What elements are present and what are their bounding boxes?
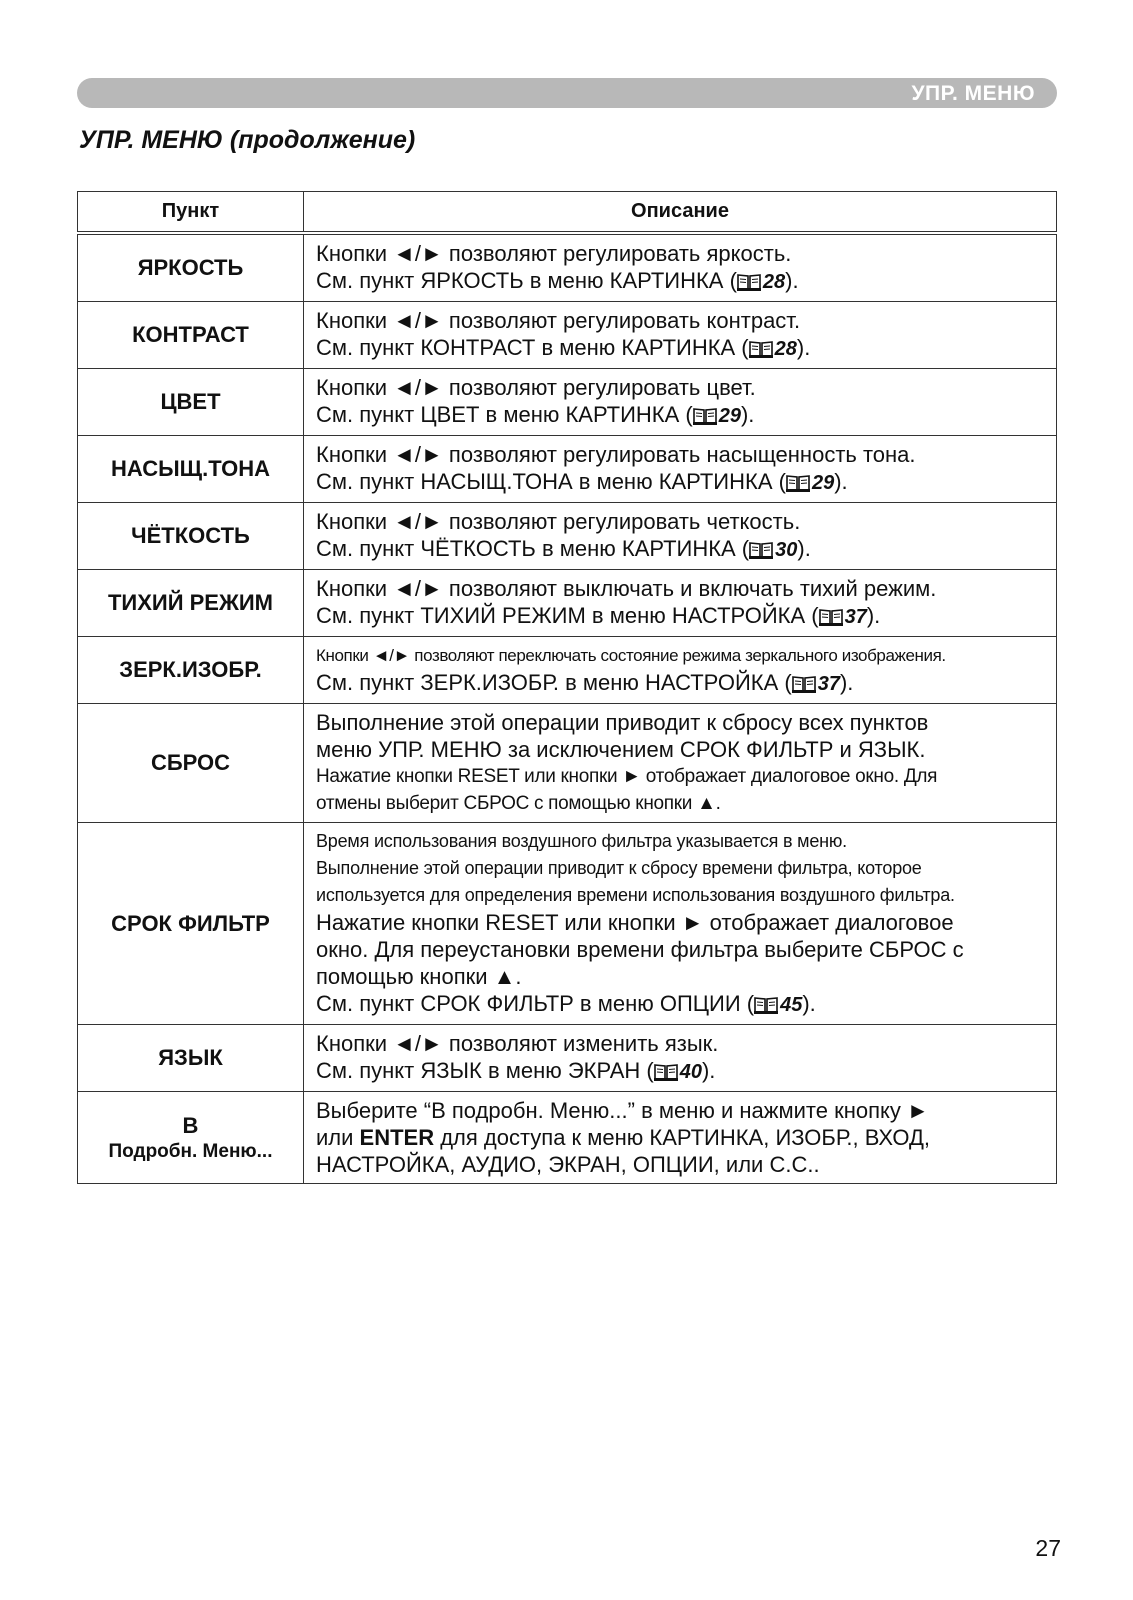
description-line: Выберите “В подробн. Меню...” в меню и нажмите кнопку ►: [316, 1098, 929, 1123]
table-row: [78, 637, 1057, 704]
page-reference[interactable]: 28: [774, 338, 797, 360]
table-row: [78, 369, 1057, 436]
menu-item-label: КОНТРАСТ: [132, 322, 249, 347]
description-line: [316, 441, 1046, 468]
reference-tail: ).: [796, 335, 811, 360]
description-text: отмены выберит СБРОС с помощью кнопки ▲.: [316, 793, 721, 814]
book-icon: [754, 993, 778, 1011]
book-icon: [749, 337, 773, 355]
description-line: [316, 642, 1046, 669]
page-reference[interactable]: 45: [780, 994, 803, 1016]
menu-item-name: [78, 233, 304, 302]
menu-item-description: [304, 637, 1057, 704]
menu-item-label: ЦВЕТ: [160, 389, 221, 414]
description-text: См. пункт ЗЕРК.ИЗОБР. в меню НАСТРОЙКА (: [316, 670, 792, 695]
table-row: [78, 503, 1057, 570]
page-reference[interactable]: 37: [817, 673, 840, 695]
table-body: [78, 233, 1057, 1184]
description-text: Кнопки ◄/► позволяют регулировать цвет.: [316, 375, 756, 400]
menu-item-label: ЯЗЫК: [158, 1045, 223, 1070]
page-reference[interactable]: 30: [775, 539, 798, 561]
page-number: 27: [1035, 1535, 1061, 1561]
description-text: Кнопки ◄/► позволяют регулировать яркость.: [316, 241, 792, 266]
description-line: [316, 508, 1046, 535]
page-reference[interactable]: 29: [811, 472, 835, 494]
menu-item-description: [304, 704, 1057, 823]
menu-item-name: [78, 570, 304, 637]
description-line: [316, 790, 1046, 817]
description-text: для доступа к меню КАРТИНКА, ИЗОБР., ВХОД,: [434, 1125, 930, 1150]
description-line: НАСТРОЙКА, АУДИО, ЭКРАН, ОПЦИИ, или С.С..: [316, 1152, 820, 1177]
description-line: [316, 1057, 1046, 1086]
description-line: [316, 990, 1046, 1019]
menu-item-label: В: [182, 1112, 199, 1138]
table-row: [78, 823, 1057, 1025]
table-row: [78, 570, 1057, 637]
section-header-bar: [77, 78, 1057, 108]
description-text: Кнопки ◄/► позволяют изменить язык.: [316, 1031, 719, 1056]
book-icon: [749, 538, 773, 556]
description-text: или: [316, 1125, 360, 1150]
description-text: См. пункт ЦВЕТ в меню КАРТИНКА (: [316, 402, 693, 427]
menu-item-label: ЧЁТКОСТЬ: [131, 523, 250, 548]
page-title: УПР. МЕНЮ (продолжение): [79, 126, 416, 154]
description-text: Нажатие кнопки RESET или кнопки ► отображает диалоговое: [316, 910, 954, 935]
description-text: Время использования воздушного фильтра указывается в меню.: [316, 831, 847, 851]
book-icon: [737, 270, 761, 288]
column-header-description: Описание: [304, 192, 1057, 234]
menu-item-description: [304, 233, 1057, 302]
description-text: См. пункт СРОК ФИЛЬТР в меню ОПЦИИ (: [316, 991, 755, 1016]
description-text: Кнопки ◄/► позволяют регулировать контраст.: [316, 308, 801, 333]
table-row: [78, 436, 1057, 503]
menu-table: [77, 191, 1057, 1184]
description-text: См. пункт ЯЗЫК в меню ЭКРАН (: [316, 1058, 654, 1083]
description-line: [316, 1124, 1046, 1151]
description-line: [316, 963, 1046, 990]
menu-item-label: ТИХИЙ РЕЖИМ: [107, 590, 274, 615]
book-icon: [654, 1060, 678, 1078]
menu-item-description: [304, 1092, 1057, 1184]
description-text: Нажатие кнопки RESET или кнопки ► отображает диалоговое окно. Для: [316, 766, 938, 787]
reference-tail: ).: [802, 991, 816, 1016]
menu-item-name: [78, 302, 304, 369]
menu-item-sublabel: Подробн. Меню...: [108, 1140, 273, 1162]
description-text: Выполнение этой операции приводит к сбросу времени фильтра, которое: [316, 858, 922, 878]
description-text: См. пункт НАСЫЩ.ТОНА в меню КАРТИНКА (: [316, 469, 786, 494]
description-line: [316, 882, 1046, 909]
description-line: [316, 575, 1046, 602]
description-line: [316, 936, 1046, 963]
menu-item-description: [304, 436, 1057, 503]
reference-tail: ).: [839, 670, 854, 695]
table-row: [78, 1025, 1057, 1092]
description-line: [316, 468, 1046, 497]
description-line: [316, 828, 1046, 855]
reference-tail: ).: [866, 603, 881, 628]
description-text: Выполнение этой операции приводит к сбросу всех пунктов: [316, 710, 929, 735]
menu-item-name: [78, 704, 304, 823]
menu-item-name: [78, 503, 304, 570]
menu-item-label: ЗЕРК.ИЗОБР.: [119, 657, 262, 682]
section-label: УПР. МЕНЮ: [911, 82, 1035, 105]
menu-item-name: [78, 1092, 304, 1184]
enter-key-label: ENTER: [359, 1125, 435, 1150]
menu-item-name: [78, 369, 304, 436]
description-line: [316, 763, 1046, 790]
description-line: [316, 535, 1046, 564]
description-line: [316, 855, 1046, 882]
menu-item-description: [304, 1025, 1057, 1092]
description-line: [316, 736, 1046, 763]
table-row: [78, 1092, 1057, 1184]
menu-item-name: [78, 637, 304, 704]
description-line: [316, 334, 1046, 363]
menu-item-label: НАСЫЩ.ТОНА: [111, 456, 270, 481]
menu-item-name: [78, 436, 304, 503]
menu-item-description: [304, 823, 1057, 1025]
page-reference[interactable]: 29: [718, 405, 741, 427]
description-line: [316, 669, 1046, 698]
description-line: [316, 909, 1046, 936]
page-reference[interactable]: 40: [679, 1061, 702, 1083]
page-reference[interactable]: 37: [844, 606, 867, 628]
reference-tail: ).: [785, 268, 799, 293]
description-text: окно. Для переустановки времени фильтра выберите СБРОС с: [316, 937, 964, 962]
menu-item-description: [304, 570, 1057, 637]
description-line: [316, 1030, 1046, 1057]
description-text: помощью кнопки ▲.: [316, 964, 522, 989]
description-text: См. пункт ТИХИЙ РЕЖИМ в меню НАСТРОЙКА (: [316, 603, 819, 628]
description-text: Кнопки ◄/► позволяют регулировать четкость.: [316, 509, 801, 534]
description-line: [316, 602, 1046, 631]
description-text: См. пункт КОНТРАСТ в меню КАРТИНКА (: [316, 335, 749, 360]
book-icon: [792, 672, 816, 690]
table-row: [78, 302, 1057, 369]
description-text: используется для определения времени использования воздушного фильтра.: [316, 885, 955, 905]
book-icon: [693, 404, 717, 422]
table-header-row: [78, 192, 1057, 234]
reference-tail: ).: [797, 536, 811, 561]
menu-item-name: [78, 1025, 304, 1092]
menu-item-description: [304, 369, 1057, 436]
menu-item-label: СРОК ФИЛЬТР: [111, 910, 270, 936]
table-row: [78, 233, 1057, 302]
menu-item-description: [304, 503, 1057, 570]
description-line: [316, 401, 1046, 430]
page-reference[interactable]: 28: [762, 271, 786, 293]
table-row: [78, 704, 1057, 823]
reference-tail: ).: [834, 469, 848, 494]
description-text: Кнопки ◄/► позволяют переключать состояние режима зеркального изображения.: [316, 646, 946, 665]
description-text: См. пункт ЧЁТКОСТЬ в меню КАРТИНКА (: [316, 536, 750, 561]
description-text: меню УПР. МЕНЮ за исключением СРОК ФИЛЬТР и ЯЗЫК.: [316, 737, 926, 762]
menu-item-description: [304, 302, 1057, 369]
book-icon: [786, 471, 810, 489]
reference-tail: ).: [740, 402, 755, 427]
description-text: Кнопки ◄/► позволяют регулировать насыщенность тона.: [316, 442, 916, 467]
column-header-item: Пункт: [78, 192, 304, 234]
reference-tail: ).: [701, 1058, 716, 1083]
description-line: [316, 709, 1046, 736]
description-text: Кнопки ◄/► позволяют выключать и включать тихий режим.: [316, 576, 937, 601]
menu-item-label: СБРОС: [150, 750, 231, 775]
description-text: См. пункт ЯРКОСТЬ в меню КАРТИНКА (: [316, 268, 737, 293]
menu-item-name: [78, 823, 304, 1025]
description-line: [316, 240, 1046, 267]
menu-item-label: ЯРКОСТЬ: [137, 255, 244, 280]
book-icon: [819, 605, 843, 623]
description-line: [316, 267, 1046, 296]
description-line: [316, 307, 1046, 334]
description-line: [316, 374, 1046, 401]
